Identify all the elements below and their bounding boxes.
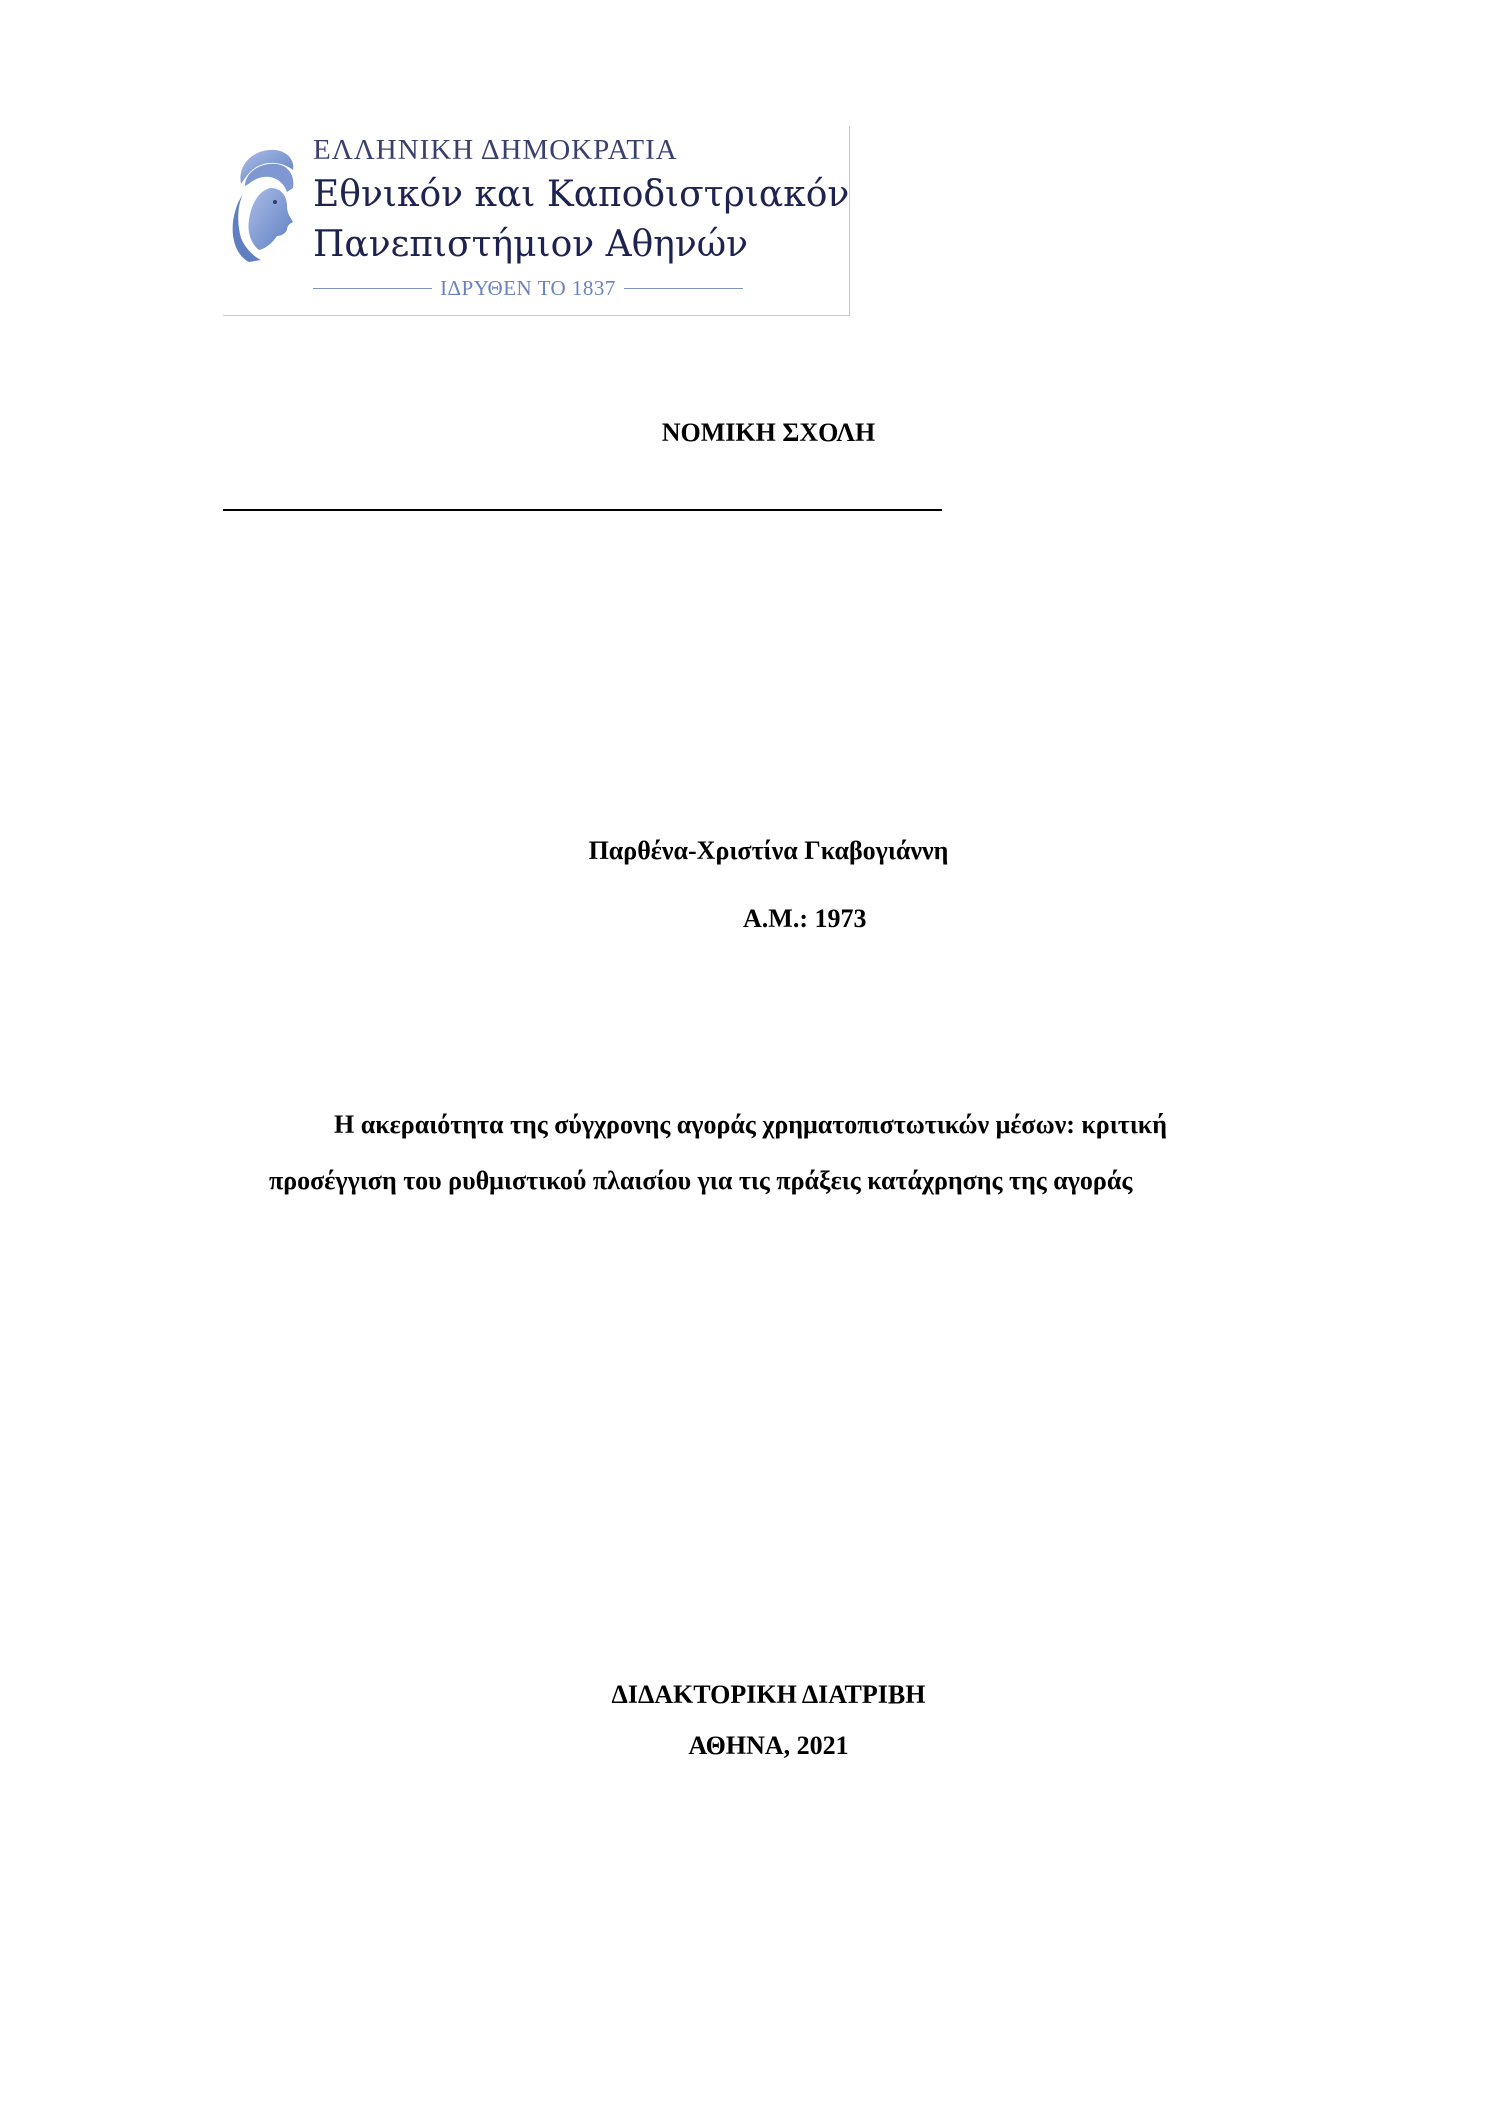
logo-founded-banner [313, 276, 743, 301]
place-and-date: ΑΘΗΝΑ, 2021 [688, 1731, 849, 1760]
separator-line [223, 509, 942, 511]
logo-founded-text: ΙΔΡΥΘΕΝ ΤΟ 1837 [440, 276, 616, 300]
author-name: Παρθένα-Χριστίνα Γκαβογιάννη [588, 836, 949, 865]
thesis-title-line1: Η ακεραιότητα της σύγχρονης αγοράς χρηματοπιστωτικών μέσων: κριτική [334, 1110, 1168, 1139]
logo-university-name-line2: Πανεπιστήμιον Αθηνών [313, 224, 748, 265]
registration-number: Α.Μ.: 1973 [743, 904, 867, 933]
logo-founded-rule-right [624, 288, 743, 289]
logo-founded-rule-left [313, 288, 432, 289]
thesis-title-line2: προσέγγιση του ρυθμιστικού πλαισίου για τις πράξεις κατάχρησης της αγοράς [269, 1166, 1133, 1195]
logo-republic-text: ΕΛΛΗΝΙΚΗ ΔΗΜΟΚΡΑΤΙΑ [313, 134, 678, 166]
university-logo [223, 126, 850, 316]
document-type: ΔΙΔΑΚΤΟΡΙΚΗ ΔΙΑΤΡΙΒΗ [611, 1680, 926, 1709]
logo-university-name-line1: Εθνικόν και Καποδιστριακόν [313, 174, 850, 215]
faculty-heading: ΝΟΜΙΚΗ ΣΧΟΛΗ [661, 418, 876, 447]
athena-head-icon [227, 144, 303, 264]
